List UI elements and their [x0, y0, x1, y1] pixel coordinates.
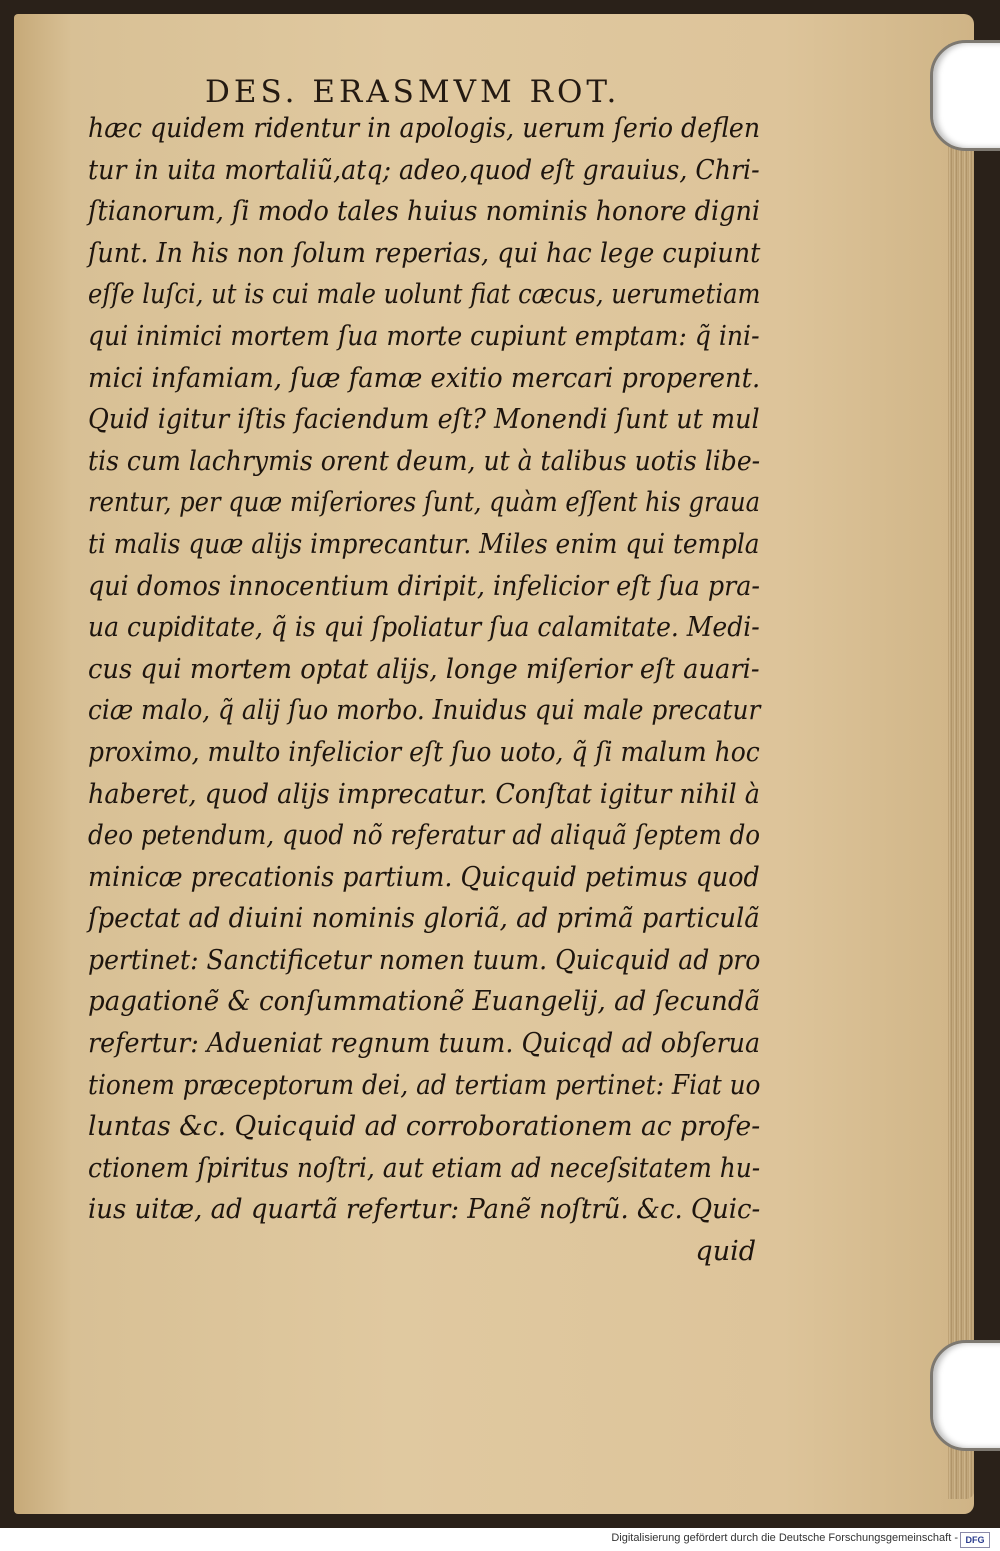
body-text: [88, 108, 760, 1273]
page-clip-bottom: [930, 1340, 1000, 1451]
running-head: DES. ERASMVM ROT.: [205, 74, 621, 110]
text-line: refertur: Adueniat regnum tuum. Quicqd ad obſerua: [88, 1028, 761, 1060]
text-line: luntas &c. Quicquid ad corroborationem ac profe-: [88, 1111, 761, 1143]
text-line: minicæ precationis partium. Quicquid petimus quod: [88, 861, 760, 893]
text-line: tionem præceptorum dei, ad tertiam pertinet: Fiat uo: [88, 1069, 761, 1101]
text-line: pertinet: Sanctificetur nomen tuum. Quicquid ad pro: [88, 944, 761, 976]
text-line: tis cum lachrymis orent deum, ut à talibus uotis libe-: [88, 445, 761, 477]
text-line: mici infamiam, ſuæ famæ exitio mercari properent.: [88, 362, 761, 394]
text-line: ſtianorum, ſi modo tales huius nominis honore digni: [88, 196, 761, 228]
text-line: haberet, quod alijs imprecatur. Conſtat igitur nihil à: [88, 778, 760, 810]
text-line: ciæ malo, q̃ alij ſuo morbo. Inuidus qui male precatur: [88, 695, 761, 727]
footer-credit: Digitalisierung gefördert durch die Deutsche Forschungsgemeinschaft -: [611, 1532, 958, 1544]
text-line: proximo, multo infelicior eſt ſuo uoto, q̃ ſi malum hoc: [88, 736, 760, 768]
text-line: qui domos innocentium diripit, infelicior eſt ſua pra-: [88, 570, 760, 602]
text-line: tur in uita mortaliũ,atq; adeo,quod eſt grauius, Chri-: [88, 154, 760, 186]
page-edge-stack: [948, 44, 974, 1499]
text-line: ua cupiditate, q̃ is qui ſpoliatur ſua calamitate. Medi-: [88, 612, 760, 644]
text-line: pagationẽ & conſummationẽ Euangelij, ad ſecundã: [88, 986, 761, 1018]
text-line: ctionem ſpiritus noſtri, aut etiam ad neceſsitatem hu-: [88, 1152, 761, 1184]
text-line: ſunt. In his non ſolum reperias, qui hac lege cupiunt: [88, 237, 761, 269]
text-line: ius uitæ, ad quartã refertur: Panẽ noſtrũ. &c. Quic-: [88, 1194, 761, 1226]
text-line: deo petendum, quod nõ referatur ad aliquã ſeptem do: [88, 820, 761, 852]
text-line: ti malis quæ alijs imprecantur. Miles enim qui templa: [88, 528, 760, 560]
page-clip-top: [930, 40, 1000, 151]
dfg-logo: DFG: [960, 1532, 990, 1548]
text-line: qui inimici mortem ſua morte cupiunt emptam: q̃ ini-: [88, 320, 760, 352]
digitization-footer: [0, 1528, 1000, 1551]
text-line: eſſe luſci, ut is cui male uolunt fiat cæcus, uerumetiam: [88, 279, 761, 311]
text-line: rentur, per quæ miſeriores ſunt, quàm eſſent his graua: [88, 487, 761, 519]
text-line: Quid igitur iſtis faciendum eſt? Monendi ſunt ut mul: [88, 404, 760, 436]
text-line: ſpectat ad diuini nominis gloriã, ad primã particulã: [88, 903, 760, 935]
text-line: cus qui mortem optat alijs, longe miſerior eſt auari-: [88, 653, 760, 685]
text-line: hæc quidem ridentur in apologis, uerum ſerio deflen: [88, 113, 761, 144]
catchword: quid: [695, 1236, 756, 1268]
